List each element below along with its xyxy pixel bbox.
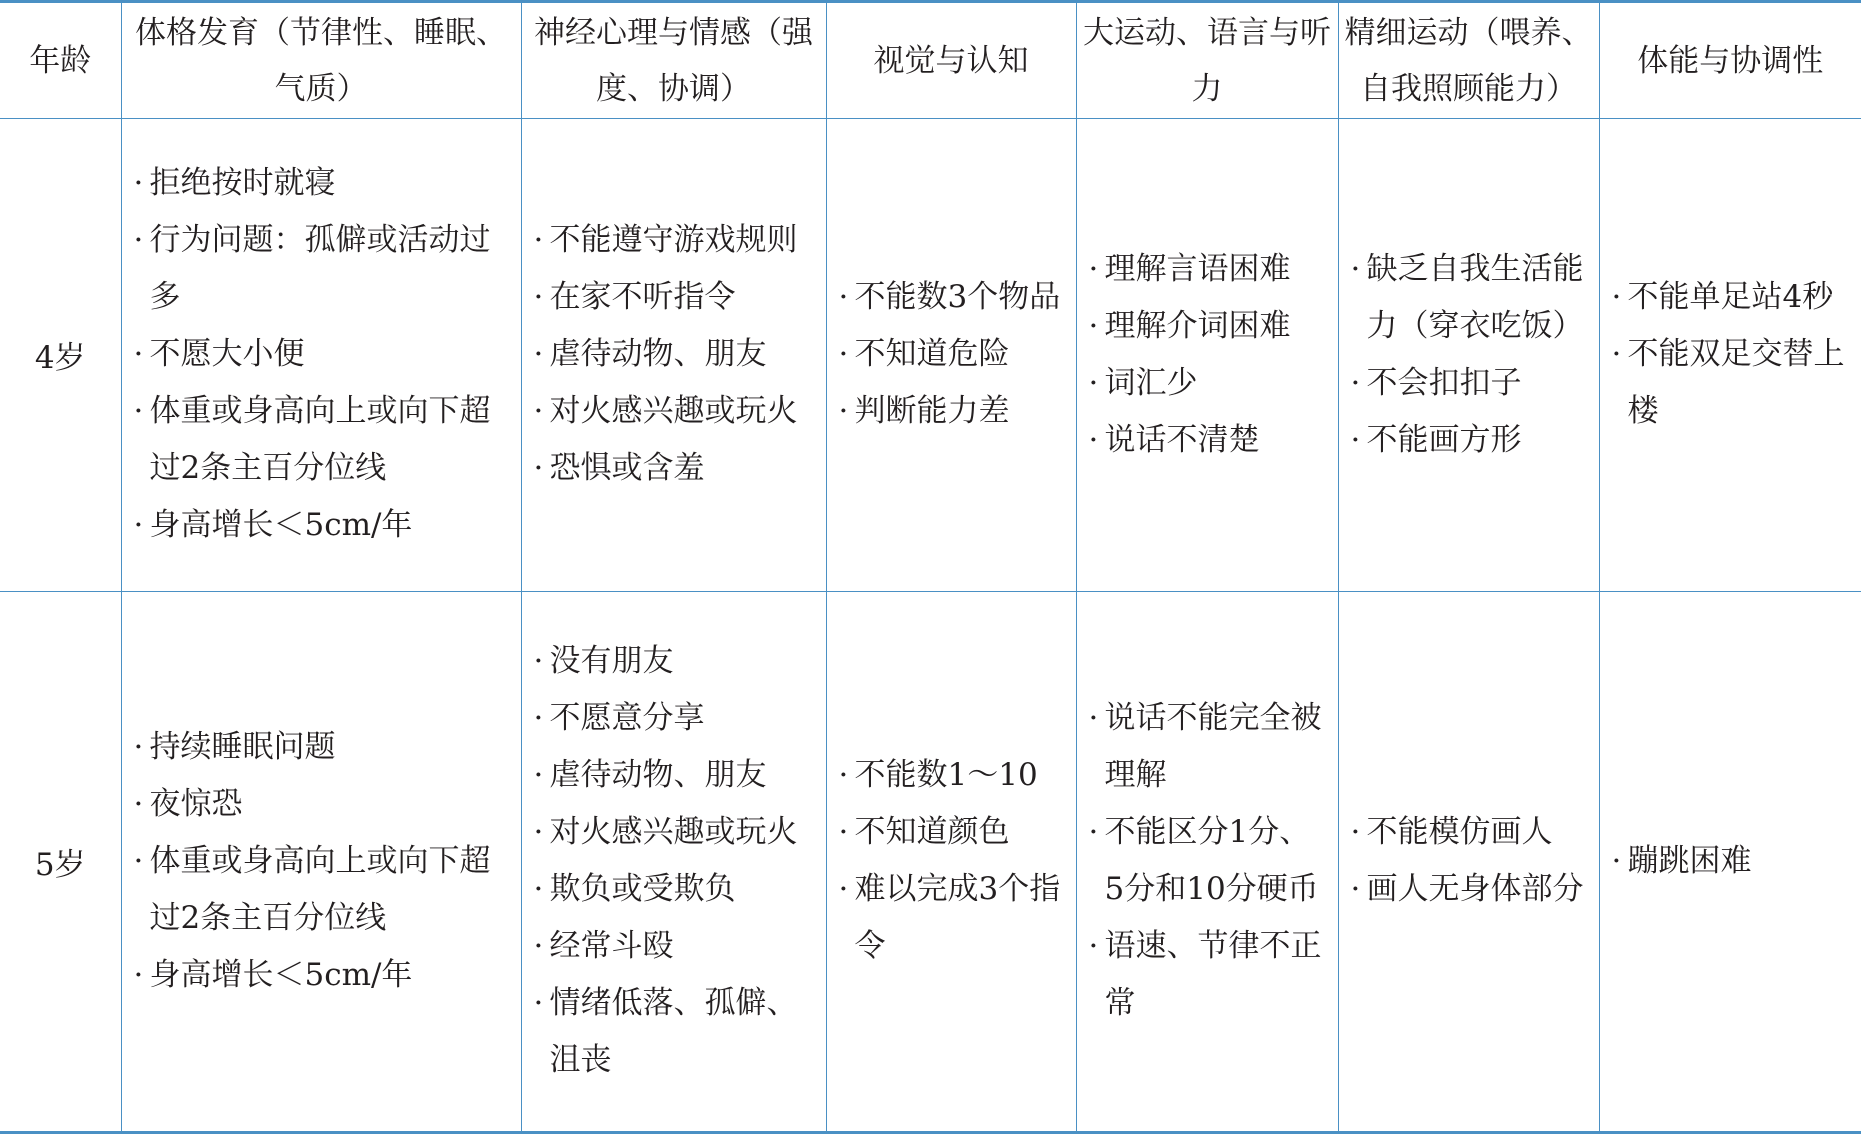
language-cell (1076, 591, 1338, 1132)
list-item: · 身高增长＜5cm/年 (134, 947, 513, 1004)
fine-motor-list (1351, 241, 1591, 469)
list-item: · 持续睡眠问题 (134, 719, 513, 776)
list-item: · 虐待动物、朋友 (534, 326, 818, 383)
list-item: · 体重或身高向上或向下超过2条主百分位线 (134, 833, 513, 947)
header-cognition: 视觉与认知 (826, 2, 1076, 119)
list-item: · 夜惊恐 (134, 776, 513, 833)
table-header (0, 2, 1861, 119)
list-item: · 在家不听指令 (534, 269, 818, 326)
list-item: · 身高增长＜5cm/年 (134, 497, 513, 554)
emotional-list (534, 212, 818, 497)
list-item: · 对火感兴趣或玩火 (534, 383, 818, 440)
table-body (0, 119, 1861, 1133)
emotional-cell (521, 591, 826, 1132)
age-cell: 5岁 (34, 846, 86, 883)
list-item: · 情绪低落、孤僻、沮丧 (534, 975, 818, 1089)
header-fine-motor: 精细运动（喂养、自我照顾能力） (1338, 2, 1599, 119)
cognition-cell (826, 119, 1076, 592)
list-item: · 不能区分1分、5分和10分硬币 (1089, 804, 1330, 918)
list-item: · 不能单足站4秒 (1612, 269, 1854, 326)
list-item: · 经常斗殴 (534, 918, 818, 975)
physical-cell (121, 591, 521, 1132)
coordination-list (1612, 269, 1854, 440)
list-item: · 体重或身高向上或向下超过2条主百分位线 (134, 383, 513, 497)
list-item: · 欺负或受欺负 (534, 861, 818, 918)
header-coordination: 体能与协调性 (1599, 2, 1861, 119)
list-item: · 不知道危险 (839, 326, 1068, 383)
list-item: · 说话不清楚 (1089, 412, 1330, 469)
header-language: 大运动、语言与听力 (1076, 2, 1338, 119)
list-item: · 说话不能完全被理解 (1089, 690, 1330, 804)
list-item: · 语速、节律不正常 (1089, 918, 1330, 1032)
physical-list (134, 155, 513, 554)
table-row (0, 591, 1861, 1132)
list-item: · 恐惧或含羞 (534, 440, 818, 497)
header-row (0, 2, 1861, 119)
header-age: 年龄 (0, 2, 121, 119)
age-cell: 4岁 (34, 340, 86, 377)
coordination-cell (1599, 591, 1861, 1132)
list-item: · 词汇少 (1089, 355, 1330, 412)
cognition-list (839, 747, 1068, 975)
list-item: · 没有朋友 (534, 633, 818, 690)
physical-list (134, 719, 513, 1004)
list-item: · 不能数1～10 (839, 747, 1068, 804)
list-item: · 理解介词困难 (1089, 298, 1330, 355)
coordination-list (1612, 833, 1854, 890)
list-item: · 虐待动物、朋友 (534, 747, 818, 804)
list-item: · 对火感兴趣或玩火 (534, 804, 818, 861)
list-item: · 不能数3个物品 (839, 269, 1068, 326)
list-item: · 不能遵守游戏规则 (534, 212, 818, 269)
list-item: · 拒绝按时就寝 (134, 155, 513, 212)
table-row (0, 119, 1861, 592)
emotional-cell (521, 119, 826, 592)
fine-motor-cell (1338, 119, 1599, 592)
list-item: · 行为问题：孤僻或活动过多 (134, 212, 513, 326)
list-item: · 不会扣扣子 (1351, 355, 1591, 412)
list-item: · 不愿大小便 (134, 326, 513, 383)
list-item: · 难以完成3个指令 (839, 861, 1068, 975)
list-item: · 理解言语困难 (1089, 241, 1330, 298)
list-item: · 不能双足交替上楼 (1612, 326, 1854, 440)
fine-motor-cell (1338, 591, 1599, 1132)
fine-motor-list (1351, 804, 1591, 918)
list-item: · 不能模仿画人 (1351, 804, 1591, 861)
list-item: · 蹦跳困难 (1612, 833, 1854, 890)
header-emotional: 神经心理与情感（强度、协调） (521, 2, 826, 119)
language-list (1089, 241, 1330, 469)
coordination-cell (1599, 119, 1861, 592)
emotional-list (534, 633, 818, 1089)
list-item: · 不愿意分享 (534, 690, 818, 747)
list-item: · 画人无身体部分 (1351, 861, 1591, 918)
list-item: · 判断能力差 (839, 383, 1068, 440)
list-item: · 缺乏自我生活能力（穿衣吃饭） (1351, 241, 1591, 355)
language-list (1089, 690, 1330, 1032)
language-cell (1076, 119, 1338, 592)
cognition-list (839, 269, 1068, 440)
header-physical: 体格发育（节律性、睡眠、气质） (121, 2, 521, 119)
list-item: · 不知道颜色 (839, 804, 1068, 861)
physical-cell (121, 119, 521, 592)
list-item: · 不能画方形 (1351, 412, 1591, 469)
cognition-cell (826, 591, 1076, 1132)
